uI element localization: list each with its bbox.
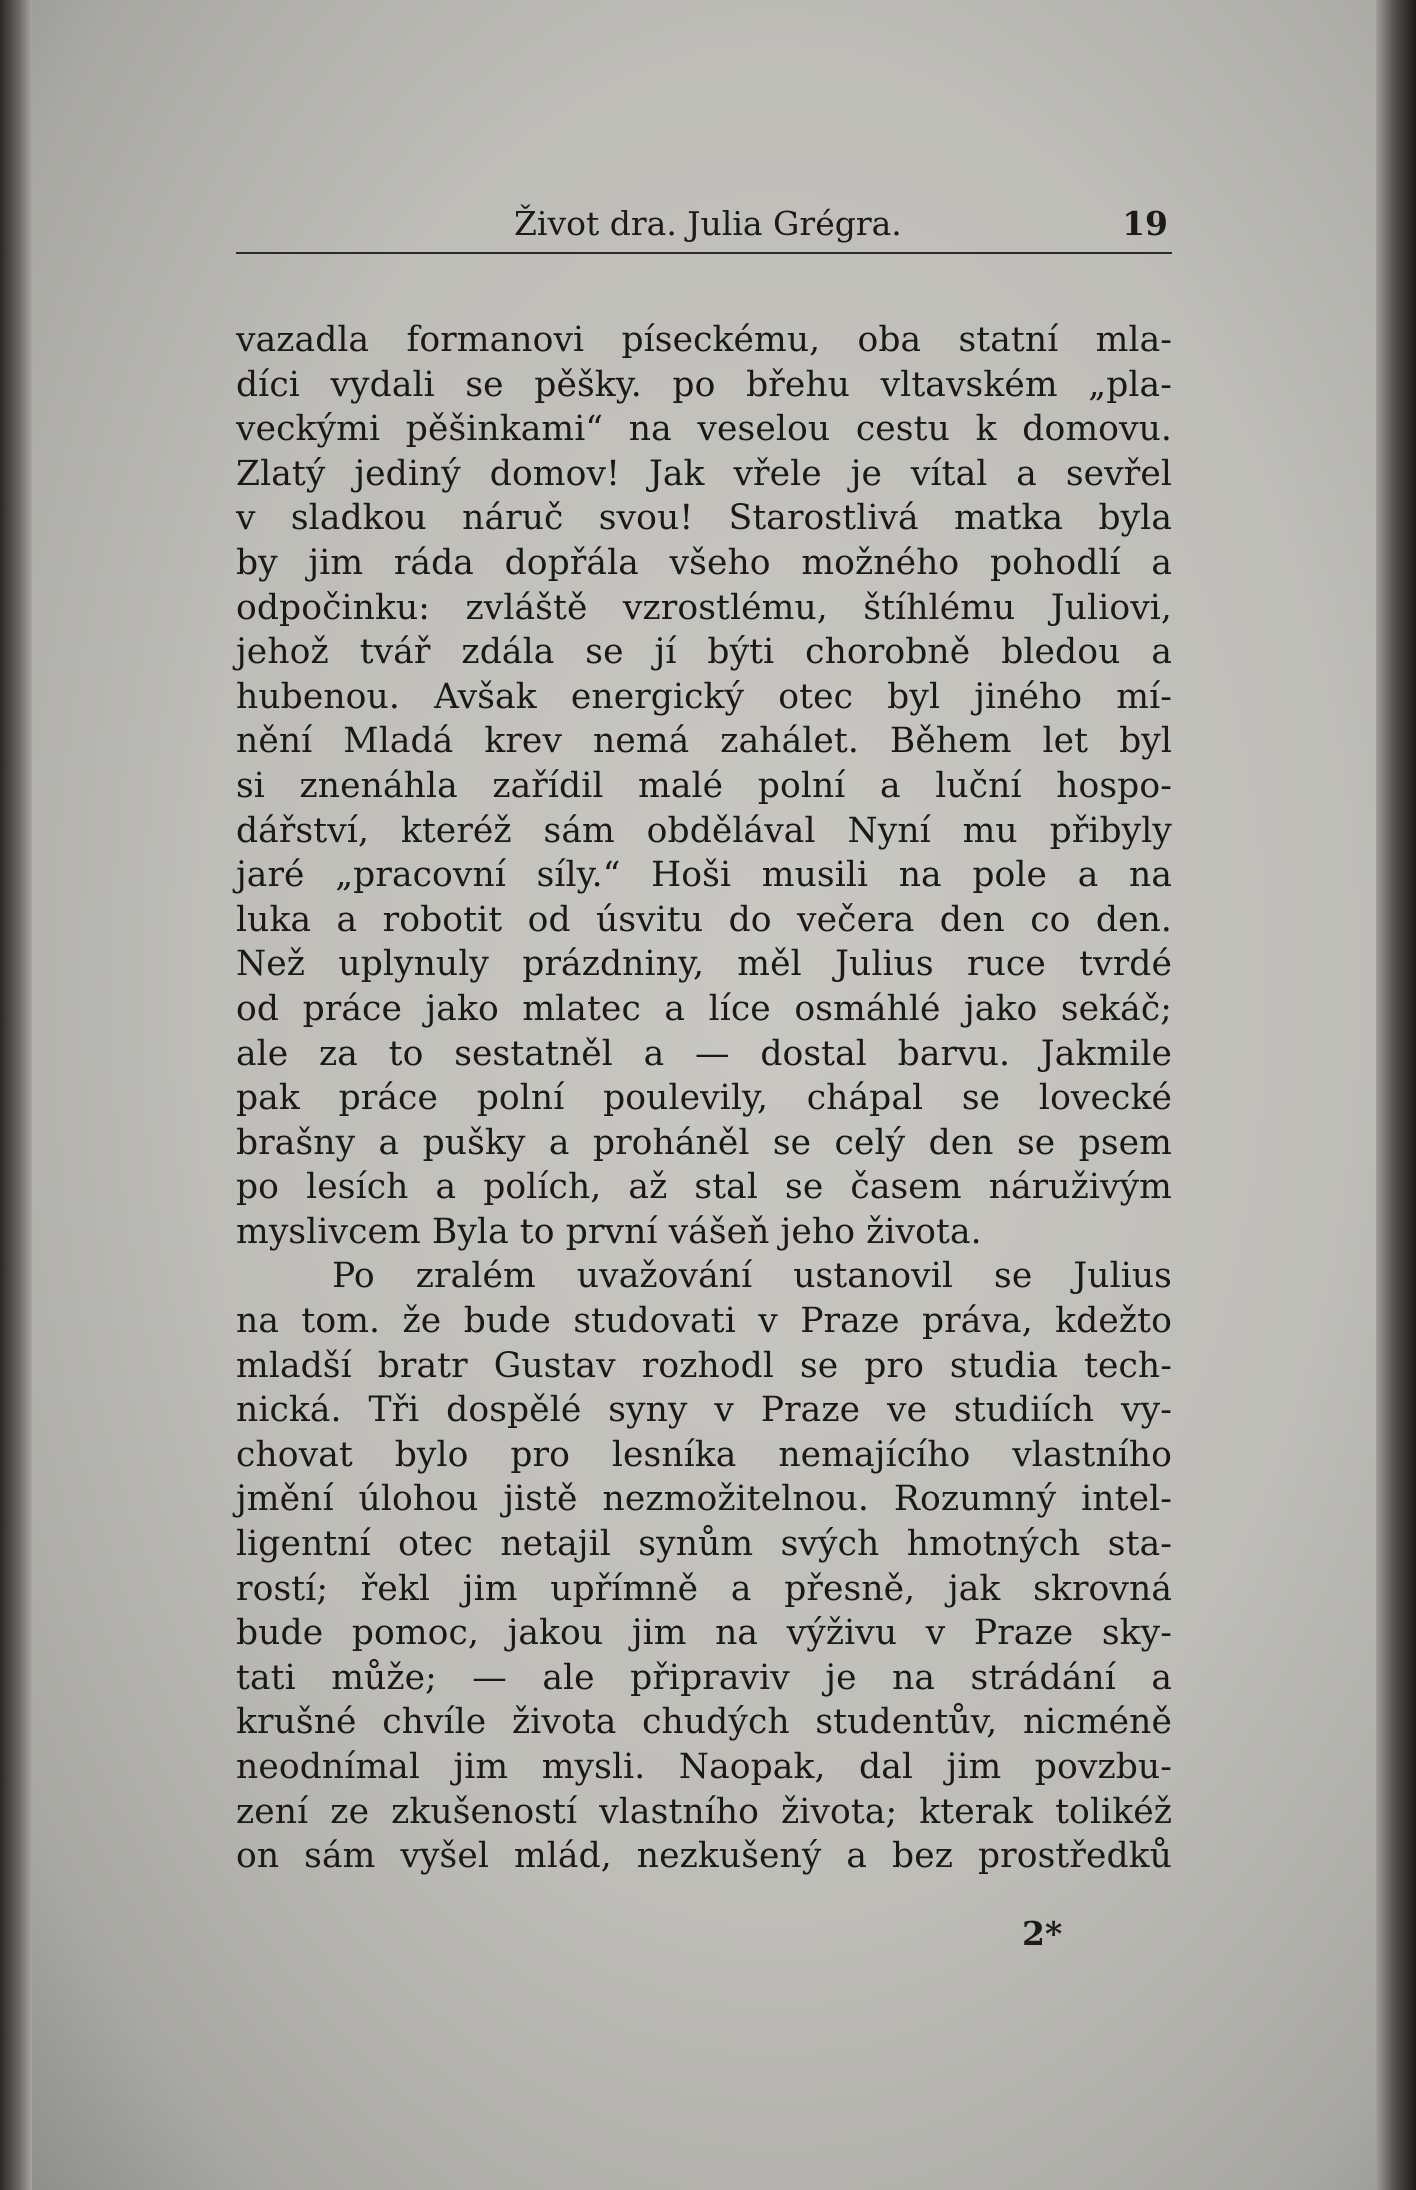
text-line: jaré „pracovní síly.“ Hoši musili na pole a na [236,855,1172,896]
text-line: chovat bylo pro lesníka nemajícího vlastního [236,1434,1172,1475]
text-line: pak práce polní poulevily, chápal se lovecké [236,1078,1172,1119]
text-line: dářství, kteréž sám obdělával Nyní mu přibyly [236,810,1172,851]
text-line: ale za to sestatněl a — dostal barvu. Jakmile [236,1033,1172,1074]
text-line: v sladkou náruč svou! Starostlivá matka byla [236,498,1172,539]
text-line: luka a robotit od úsvitu do večera den co den. [236,899,1172,940]
text-line: Než uplynuly prázdniny, měl Julius ruce tvrdé [236,944,1172,985]
text-line: Zlatý jediný domov! Jak vřele je vítal a sevřel [236,453,1172,494]
text-line: po lesích a polích, až stal se časem náruživým [236,1167,1172,1208]
body-text [236,318,1172,1879]
page-number: 19 [1122,204,1168,243]
running-header [236,200,1172,254]
text-line: zení ze zkušeností vlastního života; kterak tolikéž [236,1791,1172,1832]
text-line: díci vydali se pěšky. po břehu vltavském „pla- [236,364,1172,405]
text-line: jmění úlohou jistě nezmožitelnou. Rozumný intel- [236,1479,1172,1520]
text-line: si znenáhla zařídil malé polní a luční hospo- [236,765,1172,806]
text-line: nění Mladá krev nemá zahálet. Během let byl [236,721,1172,762]
text-line: vazadla formanovi píseckému, oba statní mla- [236,320,1172,360]
text-line: Po zralém uvažování ustanovil se Julius [332,1256,1172,1297]
text-line: ligentní otec netajil synům svých hmotných sta- [236,1524,1172,1565]
text-line: veckými pěšinkami“ na veselou cestu k domovu. [236,409,1172,450]
text-line: nická. Tři dospělé syny v Praze ve studiích vy- [236,1390,1172,1431]
text-line: mladší bratr Gustav rozhodl se pro studia tech- [236,1345,1172,1386]
binding-edge [0,0,32,2190]
text-line: na tom. že bude studovati v Praze práva, kdežto [236,1301,1172,1342]
text-line: krušné chvíle života chudých studentův, nicméně [236,1702,1172,1743]
text-line: on sám vyšel mlád, nezkušený a bez prostředků [236,1836,1172,1877]
text-line: neodnímal jim mysli. Naopak, dal jim povzbu- [236,1747,1172,1787]
text-line: brašny a pušky a proháněl se celý den se psem [236,1122,1172,1163]
text-line: jehož tvář zdála se jí býti chorobně bledou a [236,632,1172,673]
signature-mark: 2* [1022,1914,1063,1953]
running-title: Život dra. Julia Grégra. [514,204,902,243]
text-line: hubenou. Avšak energický otec byl jiného mí- [236,676,1172,717]
text-line: od práce jako mlatec a líce osmáhlé jako sekáč; [236,988,1172,1029]
text-line: odpočinku: zvláště vzrostlému, štíhlému Juliovi, [236,587,1172,628]
text-line: tati může; — ale připraviv je na strádání a [236,1657,1172,1698]
text-line: rostí; řekl jim upřímně a přesně, jak skrovná [236,1568,1172,1609]
text-line: by jim ráda dopřála všeho možného pohodlí a [236,542,1172,583]
page-edge [1376,0,1416,2190]
text-line: myslivcem Byla to první vášeň jeho života. [236,1211,982,1252]
text-line: bude pomoc, jakou jim na výživu v Praze sky- [236,1613,1172,1654]
